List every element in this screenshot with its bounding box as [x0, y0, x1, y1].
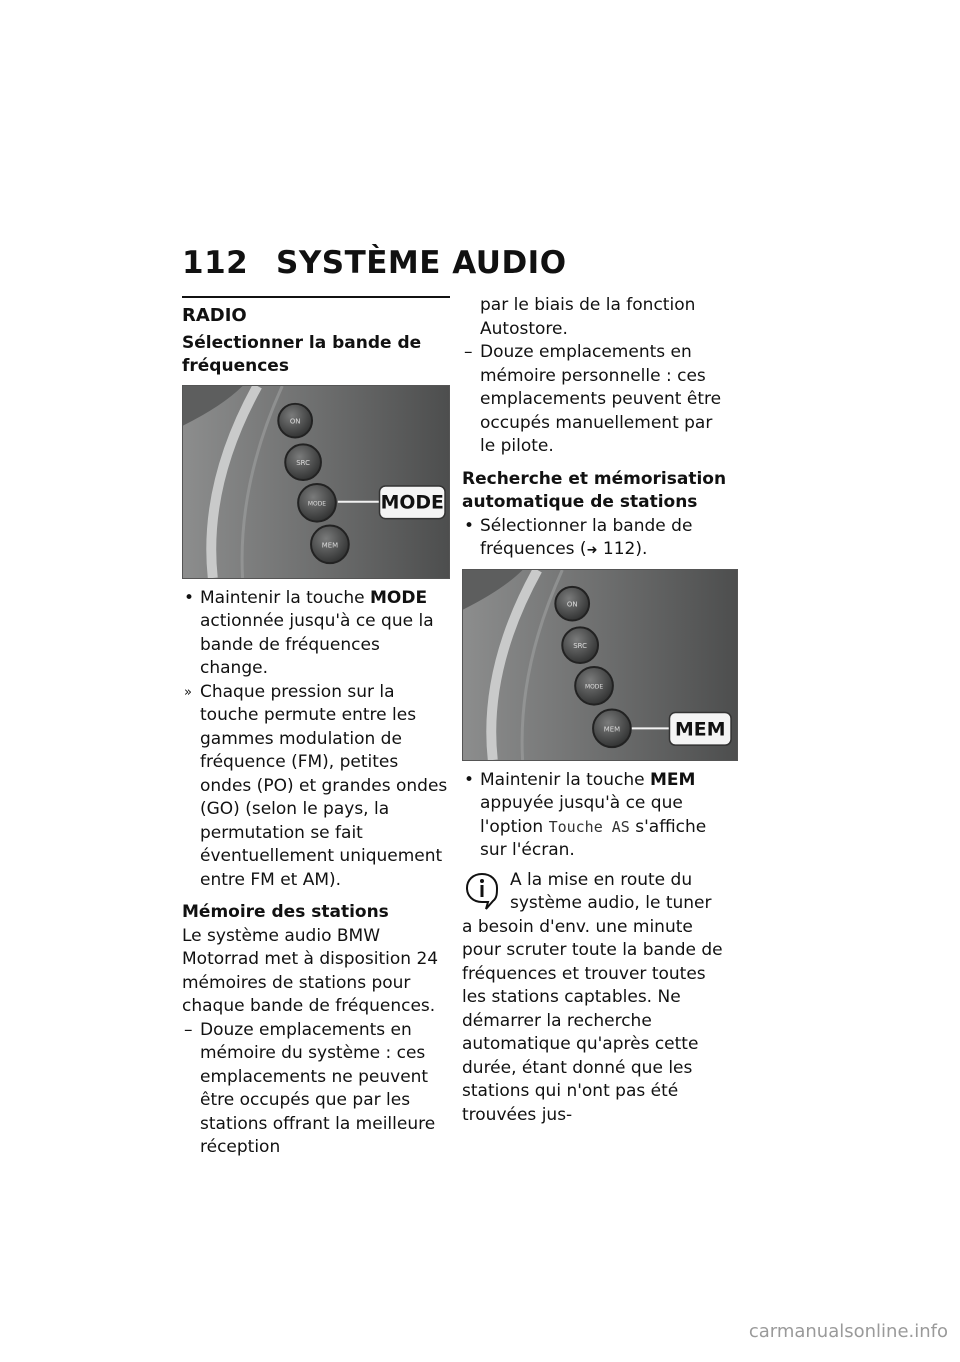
dash-marker: – [184, 1019, 193, 1040]
instruction-text: Maintenir la touche [480, 769, 650, 790]
on-button-label: ON [289, 417, 301, 426]
note-text: a besoin d'env. une minute pour scruter toute la bande de fréquences et trouver toutes les stations captables. Ne démarrer la recherche automatique qu'après cette durée, étant donné que les stations qui n'ont pas été trouvées jus- [462, 916, 723, 1125]
dash-item-system-memory [182, 1019, 450, 1160]
dash-item-personal-memory [462, 341, 730, 459]
result-band-switch [182, 681, 450, 893]
search-title: Recherche et mémorisation automatique de stations [462, 468, 727, 512]
dash-text: Douze emplacements en mémoire du système : ces emplacements ne peuvent être occupés que par les stations offrant la meilleure réception [200, 1019, 436, 1157]
src-button-label: SRC [296, 458, 310, 467]
info-icon [464, 871, 500, 911]
watermark: carmanualsonline.info [748, 1321, 948, 1342]
mem-button-label: MEM [603, 724, 621, 733]
memory-text: Le système audio BMW Motorrad met à disposition 24 mémoires de stations pour chaque bande de fréquences. [182, 925, 439, 1016]
note-line-1: A la mise en route du [510, 869, 693, 890]
instruction-hold-mode [182, 587, 450, 681]
instruction-text-end: s'affiche sur l'écran. [480, 816, 707, 860]
left-column [182, 296, 450, 1160]
bullet-marker: • [464, 515, 475, 536]
dash-text: Douze emplacements en mémoire personnelle : ces emplacements peuvent être occupés manuellement par le pilote. [480, 342, 722, 456]
instruction-text: Maintenir la touche [200, 587, 370, 608]
bullet-marker: • [464, 769, 475, 790]
mode-button-label: MODE [307, 500, 327, 508]
instruction-hold-mem [462, 769, 730, 863]
dash-item-continuation [462, 294, 730, 341]
key-name-mem: MEM [649, 769, 696, 790]
mem-button-label: MEM [321, 540, 339, 549]
subsection-title: Sélectionner la bande de fréquences [182, 332, 422, 376]
display-option-text: Touche AS [548, 817, 630, 836]
on-button-label: ON [566, 600, 578, 609]
memory-title: Mémoire des stations [182, 902, 389, 922]
instruction-text: Sélectionner la bande de fréquences ( [480, 515, 693, 559]
dash-text-continued: par le biais de la fonction Autostore. [480, 295, 696, 339]
figure-mem-button [462, 569, 738, 761]
note-line-2: système audio, le tuner [510, 893, 712, 913]
instruction-text-end: actionnée jusqu'à ce que la bande de fréquences change. [200, 611, 434, 678]
page-header [182, 245, 567, 281]
section-rule [182, 296, 450, 298]
result-text: Chaque pression sur la touche permute entre les gammes modulation de fréquence (FM), petites ondes (PO) et grandes ondes (GO) (selon le pays, la permutation se fait éventuellement uniquement entre FM et AM). [200, 681, 448, 890]
instruction-text-end: ). [635, 539, 648, 559]
chapter-title: SYSTÈME AUDIO [276, 245, 567, 281]
section-title: RADIO [182, 305, 247, 326]
right-column [462, 294, 730, 1127]
instruction-text-mid: appuyée jusqu'à ce que l'option [480, 793, 683, 837]
dash-marker: – [464, 342, 473, 362]
bullet-marker: • [184, 587, 195, 608]
key-name-mode: MODE [369, 587, 428, 608]
page-number: 112 [182, 245, 249, 281]
callout-mode-label: MODE [380, 492, 444, 514]
page-reference[interactable]: 112 [602, 539, 636, 559]
src-button-label: SRC [573, 641, 588, 650]
mode-button-label: MODE [584, 683, 604, 691]
figure-mode-button [182, 385, 450, 579]
callout-mem-label: MEM [675, 718, 726, 740]
instruction-select-band [462, 515, 730, 563]
page-reference-arrow-icon: ➜ [586, 543, 598, 558]
info-note [462, 869, 730, 1128]
result-marker: » [184, 684, 192, 700]
